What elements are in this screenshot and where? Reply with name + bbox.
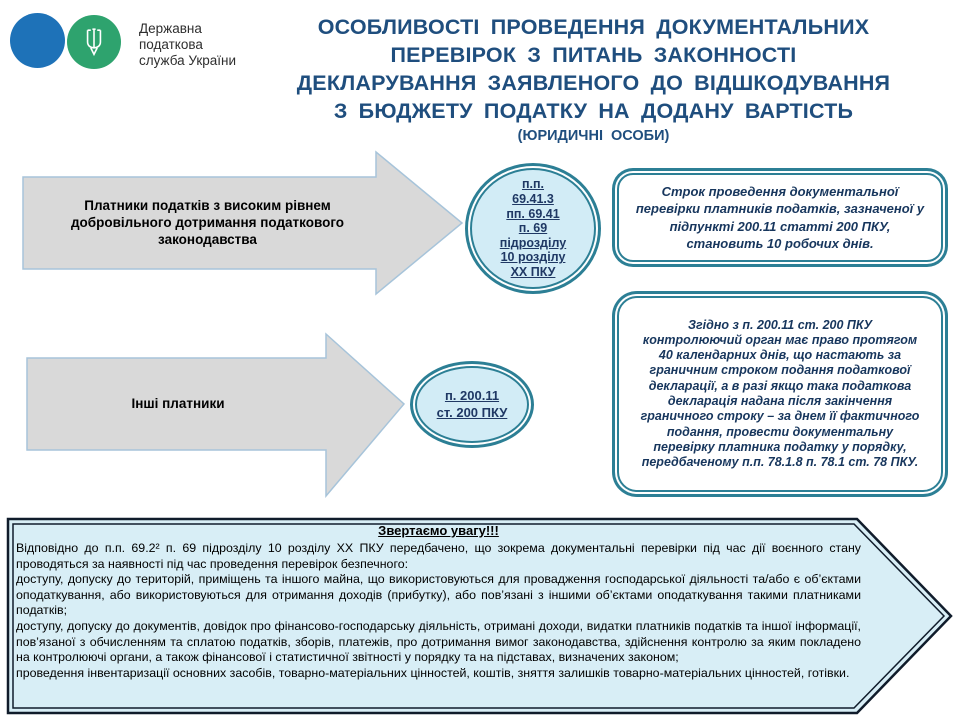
page-title-line: ОСОБЛИВОСТІ ПРОВЕДЕННЯ ДОКУМЕНТАЛЬНИХ — [317, 15, 870, 39]
page-subtitle: (ЮРИДИЧНІ ОСОБИ) — [517, 128, 670, 144]
arrow-label-high-compliance: Платники податків з високим рівнем добровільного дотримання податкового законодавства — [70, 197, 345, 247]
note-text: Згідно з п. 200.11 ст. 200 ПКУ контролюючий орган має право протягом 40 календарних днів, що настають за граничним строком подання податкової декларації, а в разі якщо така податкова декларація надана після закінчення граничного строку – за днем її фактичного подання, провести документальну перевірку платника податку у порядку, передбаченому п.п. 78.1.8 п. 78.1 ст. 78 ПКУ. — [640, 317, 920, 470]
legal-ref-200-11[interactable] — [415, 366, 529, 443]
legal-ref-line[interactable]: п. 69 — [518, 221, 548, 236]
legal-ref-line[interactable]: п. 200.11 — [444, 388, 500, 403]
note-inspection-term — [617, 173, 943, 262]
org-name-line: служба України — [139, 53, 237, 68]
trident-icon — [81, 27, 107, 57]
page-title-line: ПЕРЕВІРОК З ПИТАНЬ ЗАКОННОСТІ — [390, 43, 797, 67]
legal-ref-line[interactable]: 10 розділу — [500, 250, 566, 265]
attention-paragraph: Відповідно до п.п. 69.2² п. 69 підрозділу 10 розділу ХХ ПКУ передбачено, що зокрема документальні перевірки під час дії воєнного стану проводяться за наявності під час проведення перевірок безпечного: — [16, 541, 861, 571]
legal-ref-line[interactable]: ст. 200 ПКУ — [436, 404, 508, 420]
logo-blue-circle — [10, 13, 65, 68]
attention-paragraph: проведення інвентаризації основних засобів, товарно-матеріальних цінностей, коштів, зняття залишків товарно-матеріальних цінностей, готівки. — [16, 665, 850, 680]
page-title-line: ДЕКЛАРУВАННЯ ЗАЯВЛЕНОГО ДО ВІДШКОДУВАННЯ — [296, 71, 891, 95]
note-text: Строк проведення документальної перевірки платників податків, зазначеної у підпункті 200.11 статті 200 ПКУ, становить 10 робочих днів. — [635, 183, 925, 251]
arrow-label-others: Інші платники — [131, 395, 225, 411]
attention-content — [16, 523, 861, 681]
legal-ref-line[interactable]: пп. 69.41 — [506, 206, 560, 221]
logo-green-circle — [67, 15, 121, 69]
legal-ref-69-41[interactable] — [470, 168, 596, 289]
attention-heading: Звертаємо увагу!!! — [378, 523, 499, 538]
org-name — [139, 21, 236, 69]
org-name-line: Державна — [139, 21, 202, 36]
legal-ref-line[interactable]: ХХ ПКУ — [510, 264, 556, 279]
attention-paragraph: доступу, допуску до документів, довідок про фінансово-господарську діяльність, отримані доходи, видатки платників податків та іншої інформації, пов’язаної з обчисленням та сплатою податків, зборів, платежів, про дотримання вимог законодавства, здійснення контролю за яким покладено на контролюючі органи, а також фінансової і статистичної звітності у порядку та на підставах, визначених законом; — [16, 618, 861, 665]
note-control-body-right — [617, 296, 943, 492]
legal-ref-line[interactable]: 69.41.3 — [512, 192, 554, 207]
page-title-line: З БЮДЖЕТУ ПОДАТКУ НА ДОДАНУ ВАРТІСТЬ — [333, 99, 854, 123]
page-title — [235, 13, 952, 125]
attention-paragraph: доступу, допуску до територій, приміщень та іншого майна, що використовуються для провадження господарської діяльності та/або є об’єктами оподаткування, або використовуються для отримання доходів (прибутку), або пов’язані з іншими об’єктами оподаткування такими платниками податків; — [16, 572, 861, 618]
legal-ref-line[interactable]: п.п. — [521, 177, 545, 192]
legal-ref-line[interactable]: підрозділу — [499, 235, 567, 250]
org-name-line: податкова — [139, 37, 203, 52]
